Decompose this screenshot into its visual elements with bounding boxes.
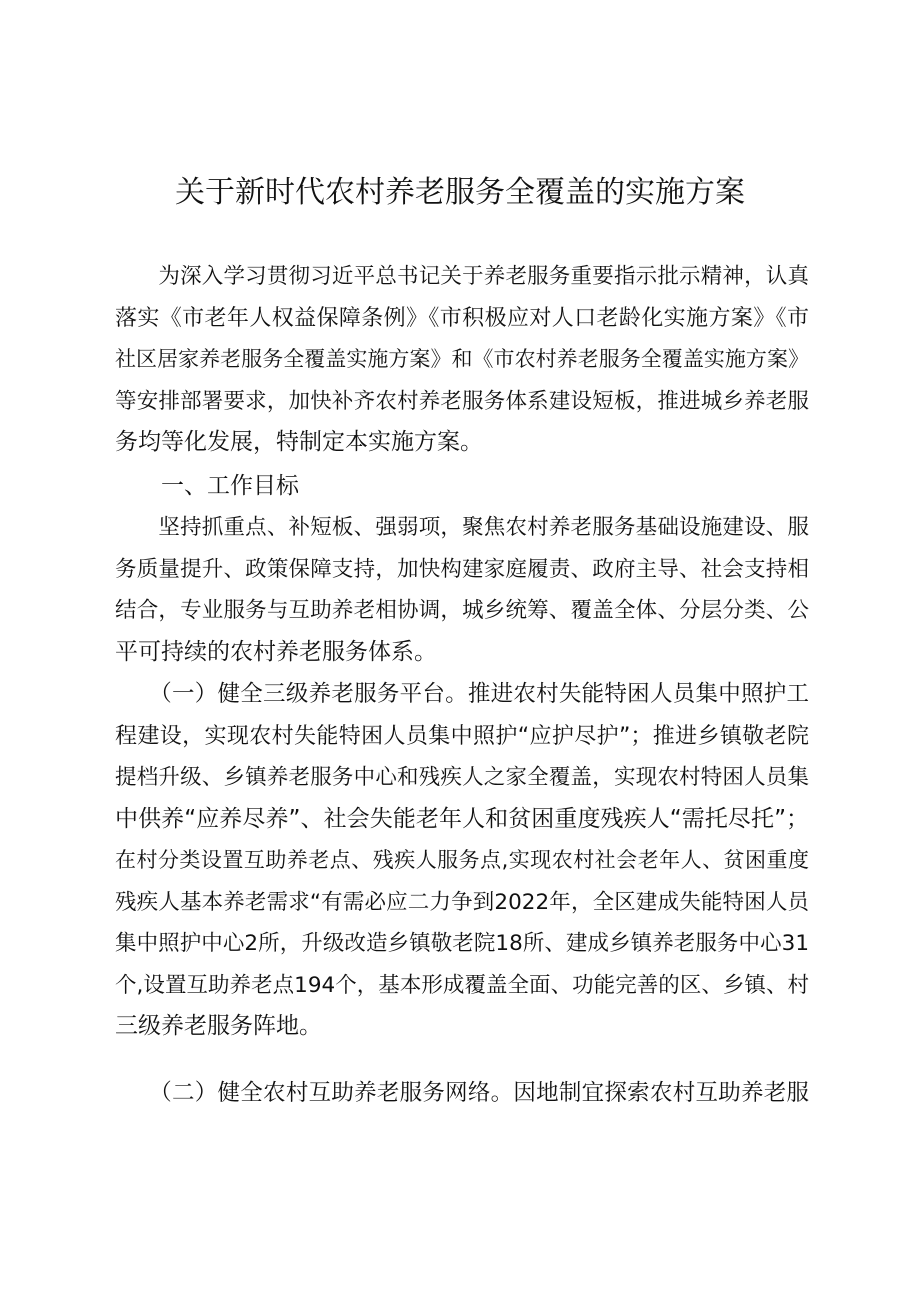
text-line: 务质量提升、政策保障支持，加快构建家庭履责、政府主导、社会支持相 xyxy=(115,556,809,582)
text-line: 集中照护中心2所，升级改造乡镇敬老院18所、建成乡镇养老服务中心31 xyxy=(115,931,809,956)
text-line: 三级养老服务阵地。 xyxy=(115,1013,322,1039)
intro-paragraph xyxy=(115,256,809,464)
goals-paragraph xyxy=(115,507,809,673)
text-line: 为深入学习贯彻习近平总书记关于养老服务重要指示批示精神，认真 xyxy=(115,264,809,289)
text-line: （一）健全三级养老服务平台。推进农村失能特困人员集中照护工 xyxy=(115,681,809,707)
document-title: 关于新时代农村养老服务全覆盖的实施方案 xyxy=(175,175,745,210)
platform-paragraph xyxy=(115,674,809,1048)
text-line: 坚持抓重点、补短板、强弱项，聚焦农村养老服务基础设施建设、服 xyxy=(115,515,809,540)
text-line: 务均等化发展，特制定本实施方案。 xyxy=(115,429,483,455)
text-line: 程建设，实现农村失能特困人员集中照护“应护尽护”；推进乡镇敬老院 xyxy=(115,723,809,749)
section-heading xyxy=(115,466,809,508)
text-line: 提档升级、乡镇养老服务中心和残疾人之家全覆盖，实现农村特困人员集 xyxy=(115,765,809,790)
text-line: 等安排部署要求，加快补齐农村养老服务体系建设短板，推进城乡养老服 xyxy=(115,388,809,414)
text-line: 落实《市老年人权益保障条例》《市积极应对人口老龄化实施方案》《市 xyxy=(115,305,809,331)
heading-line: 一、工作目标 xyxy=(115,473,299,499)
text-line: 中供养“应养尽养”、社会失能老年人和贫困重度残疾人“需托尽托”； xyxy=(115,805,809,832)
text-line: 个,设置互助养老点194个，基本形成覆盖全面、功能完善的区、乡镇、村 xyxy=(115,972,809,998)
text-line: （二）健全农村互助养老服务网络。因地制宜探索农村互助养老服 xyxy=(115,1080,809,1106)
text-line: 残疾人基本养老需求“有需必应二力争到2022年，全区建成失能特困人员 xyxy=(115,889,809,915)
text-line: 社区居家养老服务全覆盖实施方案》和《市农村养老服务全覆盖实施方案》 xyxy=(115,347,809,371)
text-line: 平可持续的农村养老服务体系。 xyxy=(115,638,437,665)
text-line: 在村分类设置互助养老点、残疾人服务点,实现农村社会老年人、贫困重度 xyxy=(115,848,809,872)
text-line: 结合，专业服务与互助养老相协调，城乡统筹、覆盖全体、分层分类、公 xyxy=(115,598,809,623)
network-paragraph xyxy=(115,1073,809,1115)
